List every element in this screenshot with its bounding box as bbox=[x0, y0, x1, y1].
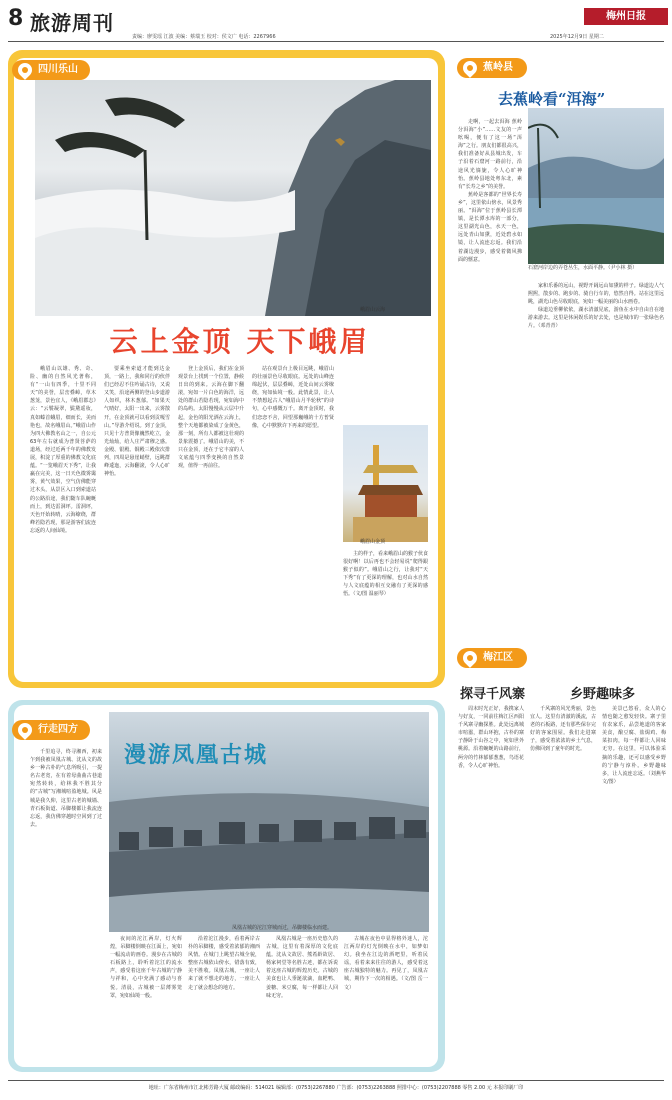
paper-logo: 梅州日报 bbox=[584, 8, 668, 25]
golden-summit-photo bbox=[343, 425, 428, 542]
editor-credits: 责编：廖雯瑶 江波 美编：蔡瑞玉 校对：侯文广 电话：2267966 bbox=[132, 34, 276, 40]
page-header bbox=[8, 6, 664, 40]
jiaoling-text-col2: 家和乐番的远山，视野开阔远山如黛的样子。绿道边人气熙熙，散步的、跑步的、骑自行车的，悠然自得。站在这里远眺，湖光山色尽收眼底，宛如一幅美丽的山水画卷。 绿道边垂柳依依，湖水清澈见底，游鱼在水中自由自在地游来游去。这里是休闲娱乐的好去处，也是城市的一张绿色名片。（邓青青） bbox=[528, 283, 664, 330]
emei-text-col2: 要乘坐索道才能到达金顶，一路上，我和同行的伙伴们已经忍不住吟诵古诗，又说又笑，沿途两侧的登山步道游人如织，林木葱郁。“如果天气晴好，太阳一出来，云雾散开，在金顶就可以看到贡嘎雪山。”导游介绍说。到了金顶，只见十方普贤像巍然屹立，金光灿灿，给人庄严肃穆之感。金殿、银殿、铜殿三殿依次排列，四周是悬崖峭壁，远眺群峰逶迤，云海翻滚，令人心旷神怡。 bbox=[104, 366, 170, 478]
location-tag-label: 梅江区 bbox=[483, 652, 513, 663]
fenghuang-text-col2: 夜间的沱江两岸，灯火辉煌，吊脚楼倒映在江面上，宛如一幅流动的画卷。漫步在古城的石板路上，聆听着沱江的流水声，感受着这座千年古城的宁静与祥和，心中充满了感动与喜悦。清晨，古城被一层薄雾笼罩，宛如仙境一般。 bbox=[110, 936, 182, 999]
location-tag-travel bbox=[12, 720, 90, 740]
location-tag-sichuan bbox=[12, 60, 90, 80]
emei-text-col4: 站在观景台上极目远眺，峨眉山的壮丽景色尽收眼底。远处的山峰连绵起伏，层层叠嶂，近处山间云雾缭绕，宛如仙境一般。此情此景，让人不禁想起古人“峨眉山月半轮秋”的诗句，心中感慨万千。离开金顶时，我们恋恋不舍，回望那巍峨的十方普贤像，心中默默许下再来的愿望。 bbox=[252, 366, 334, 429]
emei-text-col3: 登上金顶后，我们在金顶观景台上找到一个位置，静候日出的到来。云海在脚下翻滚，宛如一片白色的海洋，远处的群山若隐若现，宛如海中的岛屿。太阳慢慢从云层中升起，金色的阳光洒在云海上，整个天地都被染成了金黄色，那一刻，所有人都被这壮观的景象震撼了。峨眉山的美，不只在金顶，还在于它丰富的人文底蕴与四季变换的自然景观，值得一再前往。 bbox=[178, 366, 244, 470]
location-tag-meijiang bbox=[457, 648, 527, 668]
photo-caption-clouds: 峨眉山云海 bbox=[360, 307, 386, 313]
emei-text-col5: 主的样子，看来峨眉山的猴子伙食很好啊！以后再也不会轻易说“爬得跟猴子似的”。峨眉山之行，让我对“天下秀”有了更深的理解，也对山水自然与人文底蕴的相互交融有了更深的感悟。（文/图 温丽琴） bbox=[343, 551, 428, 598]
location-pin-icon bbox=[15, 60, 35, 80]
location-pin-icon bbox=[15, 720, 35, 740]
temple-illustration bbox=[343, 425, 428, 542]
meijiang-text-col1: 周末时光正好，我携家人与好友，一同前往梅江区西阳千风寨寻幽探胜。此处远离城市喧嚣，群山环抱，古朴的寨子静卧于山谷之中，宛如世外桃源。沿着蜿蜒的山路前行，两旁的竹林郁郁葱葱，鸟语花香，令人心旷神怡。 bbox=[458, 706, 524, 769]
meijiang-text-col2: 千风寨的风光秀丽，景色宜人。这里有清澈的溪流，古老的石板路，还有那些保存完好的客家围屋。我们走进寨子，感受着浓浓的乡土气息，仿佛回到了童年的时光。 bbox=[530, 706, 596, 753]
mountain-illustration bbox=[35, 80, 431, 316]
location-pin-icon bbox=[460, 58, 480, 78]
fenghuang-headline: 漫游凤凰古城 bbox=[124, 742, 269, 768]
emei-text-col1: 峨眉山以雄、秀、奇、险、幽的自然风光著称，有“一山有四季，十里不同天”的美誉，层峦叠嶂，草木葱茏，景色宜人，《峨眉郡志》云：“云鬟凝翠，鬓黛遥妆，真如螓首蛾眉，细而长，美而艳也，故名峨眉山。”峨眉山作为四大佛教名山之一，自公元63年左右就成为普贤菩萨的道场，经过近两千年的佛教发展，积淀了厚重的佛教文化底蕴。“一览峨眉天下秀”，让我赢在完美，这一日天色微雾霭雾，黄气效果，空气仿佛能穿过木头，从景区入口到索道站的公路沿途，我们随车队蜿蜒而上，到达雷洞坪。雷洞坪，天色开始转晴，云海缭绕，群峰若隐若现，那是游客们流连忘返的人间仙境。 bbox=[30, 366, 96, 534]
header-rule bbox=[8, 41, 664, 42]
countryside-headline: 乡野趣味多 bbox=[570, 687, 636, 702]
issue-date: 2025年12月9日 星期二 bbox=[550, 34, 604, 40]
photo-caption-town: 凤凰古城的沱江穿城而过，吊脚楼临水而建。 bbox=[232, 925, 333, 931]
emei-sea-of-clouds-photo bbox=[35, 80, 431, 316]
fenghuang-text-col5: 古城在夜色中显得格外迷人，沱江两岸的灯光倒映在水中，如梦如幻。我坐在江边的酒吧里，听着民谣，看着来来往往的游人，感受着这座古城独特的魅力。再见了，凤凰古城，期待下一次的相遇。（文/图 岳一文） bbox=[344, 936, 428, 991]
photo-caption-summit: 峨眉山金顶 bbox=[360, 539, 386, 545]
location-tag-jiaoling bbox=[457, 58, 527, 78]
location-tag-label: 行走四方 bbox=[38, 724, 78, 735]
footer-rule bbox=[8, 1080, 664, 1081]
emei-headline: 云上金顶 天下峨眉 bbox=[109, 325, 371, 358]
meijiang-text-col3: 美景已悠看，众人的心情也随之愈发轻快。寨子里有农家乐，品尝地道的客家美食，酿豆腐、盐焗鸡、梅菜扣肉，每一样都让人回味无穷。在这里，可以体验采摘的乐趣，还可以感受乡野的宁静与淳朴。乡野趣味多，让人流连忘返。（刘燕华 文/图） bbox=[602, 706, 666, 785]
jiaoling-text-col1: 走啊，一起去洱海 蕉岭分洱海“小”……文友的一声吆喝，便有了这一场“洱海”之行。朋友们都很高兴，我们准备好从县城出发，车子沿着石窟河一路前行，沿途风光旖旎，令人心旷神怡。蕉岭县地处粤东北，素有“长寿之乡”的美誉。 蕉岭是客都的“世界长寿乡”，这里依山傍水，风景秀丽。“洱海”位于蕉岭县长潭镇，是长潭水库的一部分，这里湖光山色，水天一色，远处青山如黛，近处碧水如镜，让人流连忘返。我们沿着湖边漫步，感受着微风拂面的惬意。 bbox=[458, 119, 522, 263]
location-tag-label: 四川乐山 bbox=[38, 64, 78, 75]
jiaoling-lake-photo bbox=[528, 108, 664, 264]
fenghuang-text-col4: 凤凰古城是一座历史悠久的古城，这里有着深厚的文化底蕴。沈从文故居、熊希龄故居、杨家祠堂等名胜古迹，都在诉说着这座古城的辉煌历史。古城的美食也让人垂涎欲滴，血粑鸭、姜糖、米豆腐，每一样都让人回味无穷。 bbox=[266, 936, 338, 999]
page-footer: 地址：广东省梅州市江北彬芳路大厦 邮政编码：514021 编辑部：(0753)2267880 广告部：(0753)2263888 照排中心：(0753)2207888 零售 2.00 元 本报印刷厂印 bbox=[148, 1085, 524, 1091]
fenghuang-text-col3: 沿着沱江漫步，看着两岸古朴的吊脚楼，感受着浓郁的湘西风情。在城门上眺望古城全貌，整座古城依山傍水，错落有致，美不胜收。凤凰古城，一座让人来了就不想走的地方，一座让人走了就会想念的地方。 bbox=[188, 936, 260, 991]
location-tag-label: 蕉岭县 bbox=[483, 62, 513, 73]
photo-caption-lake: 石窟河岸边的弄苍丛生，水面平静。（尹小林 摄） bbox=[528, 265, 638, 271]
jiaoling-headline: 去蕉岭看“洱海” bbox=[498, 90, 606, 108]
fenghuang-text-col1: 千里追寻，终寻湘西，初来乍到我被凤凰古城、沈从文的故乡一种古朴的气息所吸引，一提名古老宽，在有着母曲曲古巷道宛然转转，给林我不胜其分的“古城”写湘城喧盈地城。风是城是我久仰，这里古老的城墙、青石板街道、吊脚楼都让我流连忘返，我仿佛穿越时空回到了过去。 bbox=[30, 749, 102, 828]
section-title: 旅游周刊 bbox=[30, 11, 114, 35]
lake-illustration bbox=[528, 108, 664, 264]
qianfeng-headline: 探寻千风寨 bbox=[460, 687, 526, 702]
page-number: 8 bbox=[8, 6, 24, 31]
location-pin-icon bbox=[460, 648, 480, 668]
